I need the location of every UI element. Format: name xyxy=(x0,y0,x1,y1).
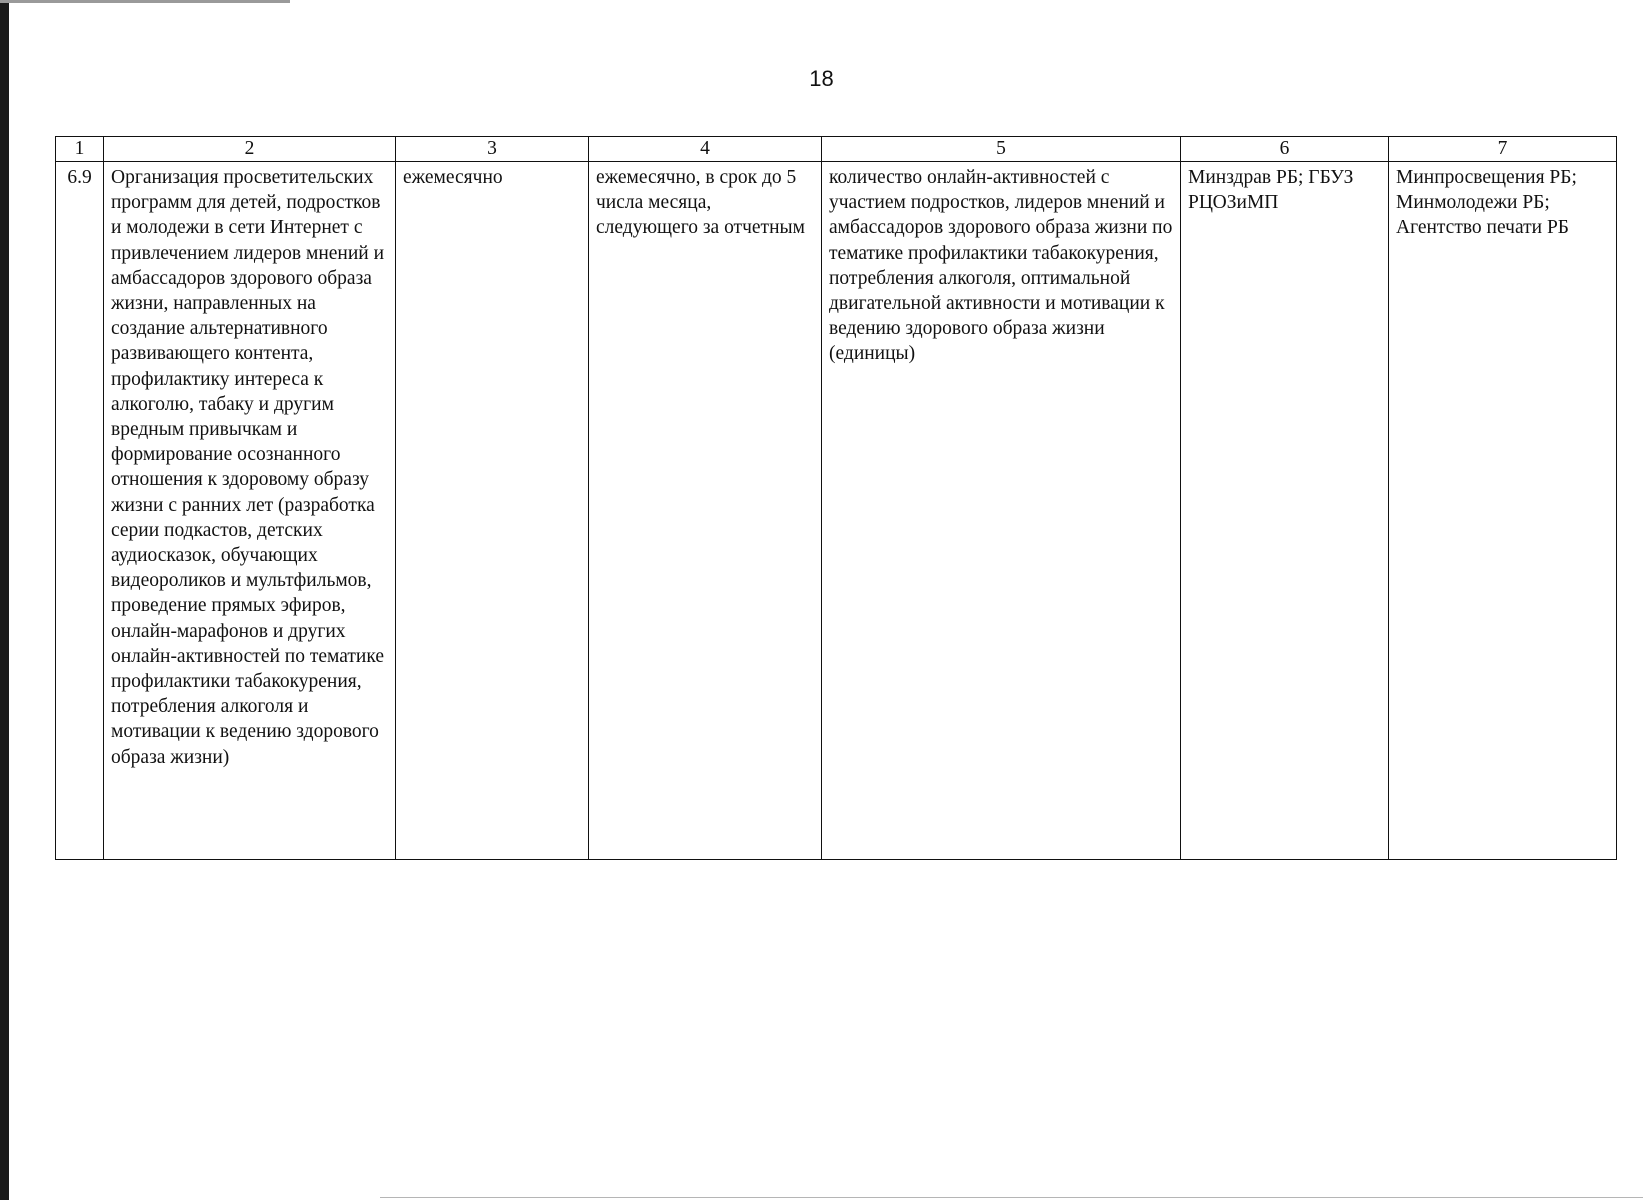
column-header-7: 7 xyxy=(1389,137,1617,162)
coexecutors-cell: Минпросвещения РБ; Минмолодежи РБ; Агентство печати РБ xyxy=(1389,162,1617,860)
deadline-cell: ежемесячно, в срок до 5 числа месяца, следующего за отчетным xyxy=(589,162,822,860)
table-row xyxy=(56,162,1617,860)
row-number-cell: 6.9 xyxy=(56,162,104,860)
header-row xyxy=(56,137,1617,162)
activity-cell: Организация просветительских программ для детей, подростков и молодежи в сети Интернет с привлечением лидеров мнений и амбассадоров здорового образа жизни, направленных на создание альтернативного развивающего контента, профилактику интереса к алкоголю, табаку и другим вредным привычкам и формирование осознанного отношения к здоровому образу жизни с ранних лет (разработка серии подкастов, детских аудиосказок, обучающих видеороликов и мультфильмов, проведение прямых эфиров, онлайн-марафонов и других онлайн-активностей по тематике профилактики табакокурения, потребления алкоголя и мотивации к ведению здорового образа жизни) xyxy=(104,162,396,860)
column-header-2: 2 xyxy=(104,137,396,162)
page-number: 18 xyxy=(809,66,834,91)
column-header-3: 3 xyxy=(396,137,589,162)
column-header-4: 4 xyxy=(589,137,822,162)
scan-top-mark xyxy=(0,0,290,3)
column-header-5: 5 xyxy=(822,137,1181,162)
plan-table xyxy=(55,136,1617,860)
indicator-cell: количество онлайн-активностей с участием подростков, лидеров мнений и амбассадоров здорового образа жизни по тематике профилактики табакокурения, потребления алкоголя, оптимальной двигательной активности и мотивации к ведению здорового образа жизни (единицы) xyxy=(822,162,1181,860)
periodicity-cell: ежемесячно xyxy=(396,162,589,860)
column-header-6: 6 xyxy=(1181,137,1389,162)
scan-bottom-mark xyxy=(380,1197,1643,1198)
column-header-1: 1 xyxy=(56,137,104,162)
scan-left-edge xyxy=(0,0,9,1200)
responsible-cell: Минздрав РБ; ГБУЗ РЦОЗиМП xyxy=(1181,162,1389,860)
